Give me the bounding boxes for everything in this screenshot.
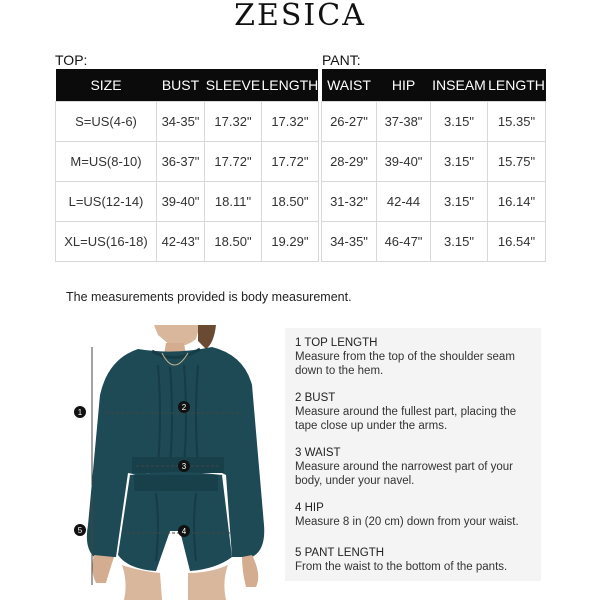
hip-cell: 37-38" xyxy=(377,102,431,142)
bust-cell: 34-35" xyxy=(157,102,205,142)
pant-header-waist: WAIST xyxy=(322,69,377,102)
guide-title: 5 PANT LENGTH xyxy=(295,547,385,559)
measurement-note: The measurements provided is body measurement. xyxy=(66,290,352,304)
waist-cell: 31-32" xyxy=(322,182,377,222)
measurement-guide xyxy=(285,328,541,581)
table-row xyxy=(322,182,546,222)
guide-item-pant-length xyxy=(295,546,540,574)
hip-cell: 46-47" xyxy=(377,222,431,262)
top-section-label: TOP: xyxy=(55,52,88,68)
top-header-row xyxy=(56,69,319,102)
brand-logo: ZESICA xyxy=(234,0,366,33)
length-cell: 16.14" xyxy=(488,182,546,222)
guide-desc: Measure around the fullest part, placing the tape close up under the arms. xyxy=(295,406,517,432)
pant-header-hip: HIP xyxy=(377,69,431,102)
guide-desc: Measure 8 in (20 cm) down from your waist. xyxy=(295,516,519,528)
hip-cell: 39-40" xyxy=(377,142,431,182)
pant-header-row xyxy=(322,69,546,102)
length-cell: 15.35" xyxy=(488,102,546,142)
guide-title: 1 TOP LENGTH xyxy=(295,337,378,349)
svg-text:1: 1 xyxy=(77,408,83,417)
table-row xyxy=(322,102,546,142)
marker-2 xyxy=(178,401,190,413)
sleeve-cell: 18.11" xyxy=(205,182,262,222)
guide-item-bust xyxy=(295,391,540,433)
bust-cell: 36-37" xyxy=(157,142,205,182)
bust-cell: 39-40" xyxy=(157,182,205,222)
size-cell: L=US(12-14) xyxy=(56,182,157,222)
length-cell: 15.75" xyxy=(488,142,546,182)
table-row xyxy=(56,102,319,142)
waist-cell: 34-35" xyxy=(322,222,377,262)
table-row xyxy=(322,222,546,262)
guide-desc: Measure from the top of the shoulder seam down to the hem. xyxy=(295,351,515,377)
waist-cell: 28-29" xyxy=(322,142,377,182)
top-header-size: SIZE xyxy=(56,69,157,102)
inseam-cell: 3.15" xyxy=(431,142,488,182)
table-row xyxy=(56,182,319,222)
waist-cell: 26-27" xyxy=(322,102,377,142)
marker-1 xyxy=(74,406,86,418)
length-cell: 19.29" xyxy=(262,222,319,262)
top-header-sleeve: SLEEVE xyxy=(205,69,262,102)
sleeve-cell: 17.32" xyxy=(205,102,262,142)
size-cell: XL=US(16-18) xyxy=(56,222,157,262)
inseam-cell: 3.15" xyxy=(431,102,488,142)
svg-text:4: 4 xyxy=(181,527,187,536)
guide-title: 2 BUST xyxy=(295,392,336,404)
svg-text:5: 5 xyxy=(77,526,83,535)
marker-3 xyxy=(178,460,190,472)
guide-item-top-length xyxy=(295,336,540,378)
guide-title: 3 WAIST xyxy=(295,447,341,459)
length-cell: 17.32" xyxy=(262,102,319,142)
inseam-cell: 3.15" xyxy=(431,222,488,262)
sleeve-cell: 18.50" xyxy=(205,222,262,262)
hip-cell: 42-44 xyxy=(377,182,431,222)
length-cell: 18.50" xyxy=(262,182,319,222)
pant-header-inseam: INSEAM xyxy=(431,69,488,102)
svg-text:3: 3 xyxy=(181,462,187,471)
bust-cell: 42-43" xyxy=(157,222,205,262)
marker-4 xyxy=(178,525,190,537)
inseam-cell: 3.15" xyxy=(431,182,488,222)
top-size-table xyxy=(55,69,319,262)
guide-desc: From the waist to the bottom of the pants. xyxy=(295,561,508,573)
model-photo xyxy=(66,325,278,600)
sleeve-cell: 17.72" xyxy=(205,142,262,182)
size-cell: S=US(4-6) xyxy=(56,102,157,142)
table-row xyxy=(56,142,319,182)
top-header-bust: BUST xyxy=(157,69,205,102)
svg-text:2: 2 xyxy=(181,403,187,412)
guide-title: 4 HIP xyxy=(295,502,324,514)
guide-item-hip xyxy=(295,501,540,529)
table-row xyxy=(322,142,546,182)
pant-header-length: LENGTH xyxy=(488,69,546,102)
size-cell: M=US(8-10) xyxy=(56,142,157,182)
marker-5 xyxy=(74,524,86,536)
guide-item-waist xyxy=(295,446,540,488)
table-row xyxy=(56,222,319,262)
guide-desc: Measure around the narrowest part of your body, under your navel. xyxy=(295,461,513,487)
pant-section-label: PANT: xyxy=(322,52,361,68)
length-cell: 16.54" xyxy=(488,222,546,262)
length-cell: 17.72" xyxy=(262,142,319,182)
pant-size-table xyxy=(321,69,546,262)
top-header-length: LENGTH xyxy=(262,69,319,102)
